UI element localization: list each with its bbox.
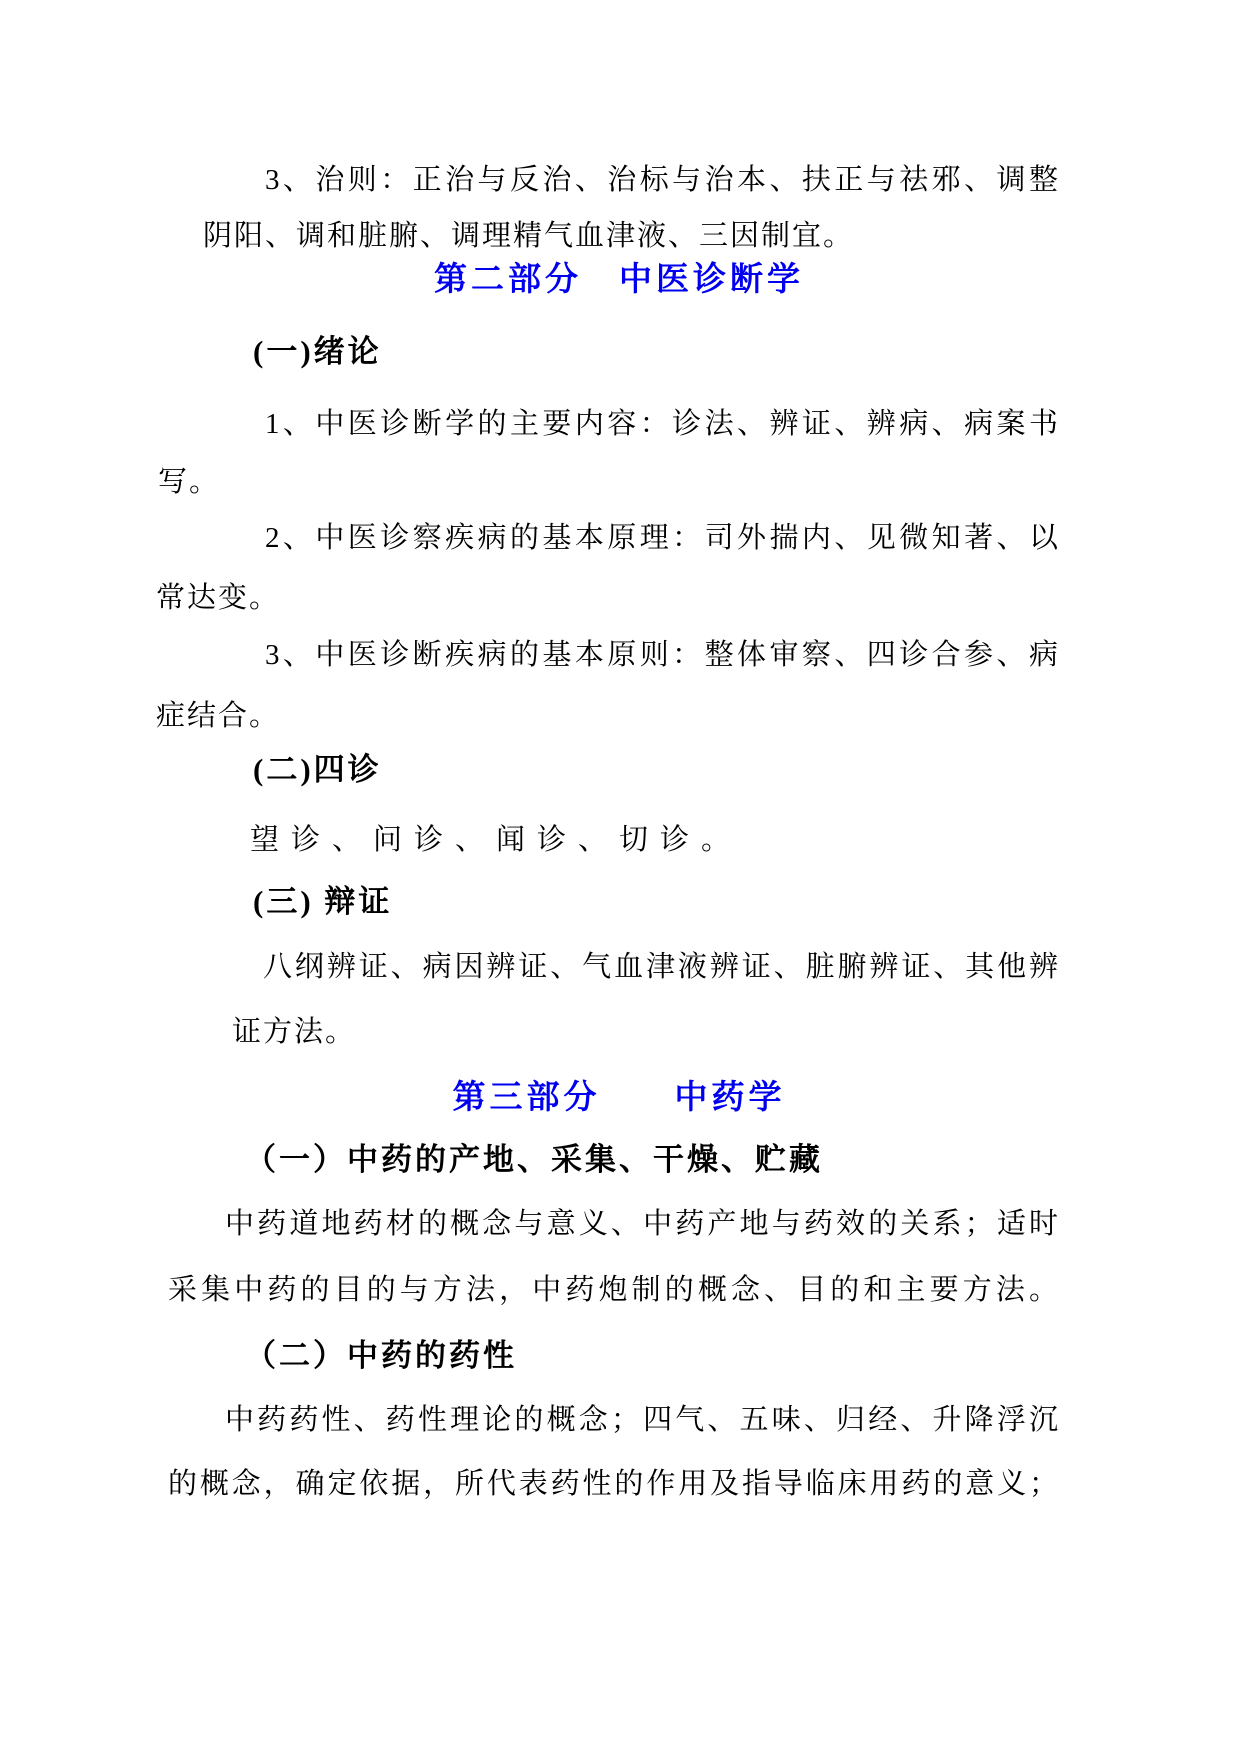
- part3-section2-paragraph1-line2: 的概念，确定依据，所代表药性的作用及指导临床用药的意义；: [168, 1468, 1060, 1500]
- part3-title: 第三部分 中药学: [452, 1080, 786, 1116]
- part2-section1-paragraph1-line1: 1、中医诊断学的主要内容：诊法、辨证、辨病、病案书: [265, 408, 1060, 440]
- part2-section1-paragraph3-line2: 症结合。: [156, 700, 281, 732]
- part2-section2-heading: (二)四诊: [253, 752, 382, 787]
- part3-section2-heading: （二）中药的药性: [245, 1338, 517, 1373]
- part2-section3-heading: (三) 辩证: [253, 884, 393, 919]
- part3-section1-paragraph1-line1: 中药道地药材的概念与意义、中药产地与药效的关系；适时: [225, 1208, 1060, 1240]
- part2-section3-paragraph1-line2: 证方法。: [232, 1016, 357, 1048]
- part2-section2-paragraph1-line1: 望诊、问诊、闻诊、切诊。: [250, 824, 743, 856]
- part3-section2-paragraph1-line1: 中药药性、药性理论的概念；四气、五味、归经、升降浮沉: [225, 1404, 1060, 1436]
- part3-section1-heading: （一）中药的产地、采集、干燥、贮藏: [245, 1142, 823, 1177]
- part2-section1-paragraph2-line1: 2、中医诊察疾病的基本原理：司外揣内、见微知著、以: [265, 522, 1060, 554]
- part2-section3-paragraph1-line1: 八纲辨证、病因辨证、气血津液辨证、脏腑辨证、其他辨: [263, 951, 1060, 983]
- part2-section1-paragraph3-line1: 3、中医诊断疾病的基本原则：整体审察、四诊合参、病: [265, 639, 1060, 671]
- part2-title: 第二部分 中医诊断学: [434, 262, 804, 298]
- paragraph-treatment-principles-line-2: 阴阳、调和脏腑、调理精气血津液、三因制宜。: [203, 220, 855, 252]
- part2-section1-heading: (一)绪论: [253, 334, 382, 369]
- part2-section1-paragraph1-line2: 写。: [158, 466, 221, 498]
- part2-section1-paragraph2-line2: 常达变。: [156, 582, 281, 614]
- paragraph-treatment-principles-line-1: 3、治则：正治与反治、治标与治本、扶正与祛邪、调整: [265, 164, 1060, 196]
- part3-section1-paragraph1-line2: 采集中药的目的与方法，中药炮制的概念、目的和主要方法。: [168, 1274, 1060, 1306]
